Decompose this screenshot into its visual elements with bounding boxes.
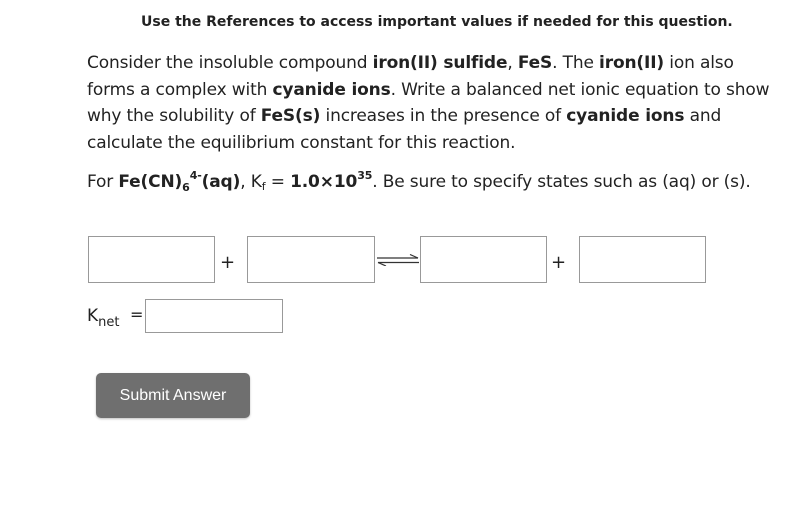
product-1-input[interactable] bbox=[420, 236, 547, 283]
question-text-segment: cyanide ions bbox=[566, 106, 685, 126]
reactant-2-input[interactable] bbox=[247, 236, 375, 283]
references-note: Use the References to access important values if needed for this question. bbox=[141, 14, 733, 30]
reactant-1-input[interactable] bbox=[88, 236, 215, 283]
knet-equals: = bbox=[130, 305, 144, 324]
product-2-input[interactable] bbox=[579, 236, 706, 283]
question-text-segment: FeS(s) bbox=[260, 106, 321, 126]
complex-formula: $Fe(CN)_6^{4-}(aq)$ bbox=[118, 169, 241, 194]
question-text-segment: FeS bbox=[517, 53, 553, 73]
kf-prefix: For bbox=[87, 172, 119, 192]
plus-sign-right: + bbox=[551, 252, 567, 273]
submit-answer-button[interactable]: Submit Answer bbox=[96, 373, 250, 418]
question-text-segment: iron(II) sulfide bbox=[372, 53, 508, 73]
question-text-segment: , bbox=[507, 53, 518, 73]
question-text-segment: increases in the presence of bbox=[320, 106, 567, 126]
kf-symbol: Kf bbox=[250, 172, 266, 193]
question-text-segment: Consider the insoluble compound bbox=[87, 53, 373, 73]
equilibrium-arrow-icon bbox=[376, 251, 420, 270]
kf-paragraph: For $Fe(CN)_6^{4-}(aq)$, $Kf = 1.0\times 10^{35}$. Be sure to specify states such as (aq) or (s). bbox=[87, 169, 751, 194]
question-text-segment: cyanide ions bbox=[272, 79, 391, 100]
kf-value: $1.0\times 10^{35}$ bbox=[290, 169, 373, 192]
kf-suffix: . Be sure to specify states such as (aq) or (s). bbox=[372, 172, 751, 192]
question-text-segment: and calculate the equilibrium constant for this reaction. bbox=[87, 106, 722, 153]
knet-label: $K_{net}$ bbox=[87, 306, 120, 330]
question-text-segment: . The bbox=[552, 53, 600, 73]
question-paragraph bbox=[87, 50, 777, 156]
plus-sign-left: + bbox=[220, 252, 236, 273]
knet-input[interactable] bbox=[145, 299, 283, 333]
question-text-segment: ion also forms a complex with bbox=[87, 53, 734, 100]
question-text-segment: iron(II) bbox=[599, 53, 665, 73]
question-text-segment: . Write a balanced net ionic equation to show why the solubility of bbox=[87, 79, 770, 126]
